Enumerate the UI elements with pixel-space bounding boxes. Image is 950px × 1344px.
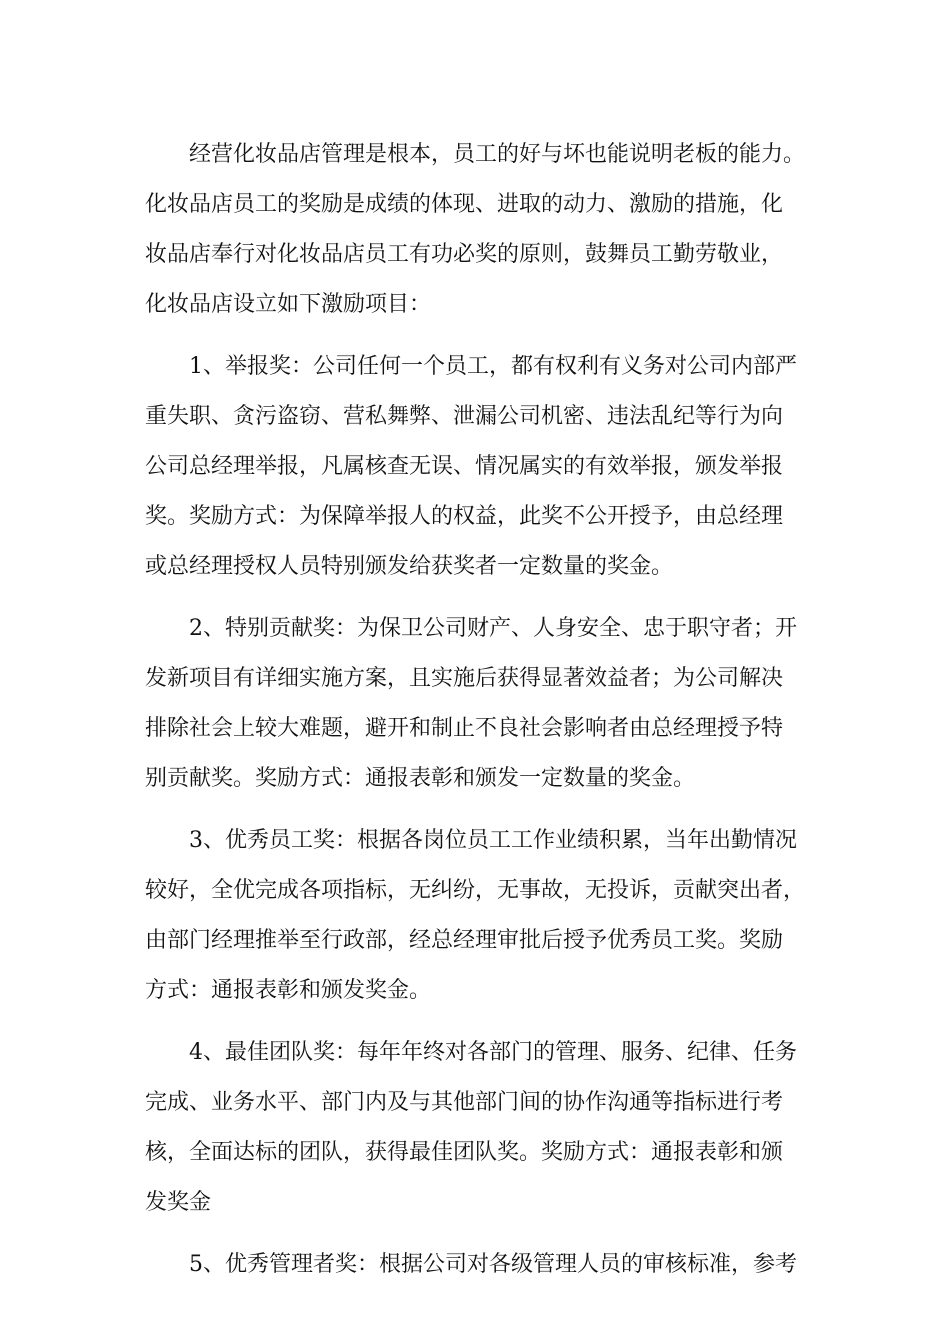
text-line: 化妆品店员工的奖励是成绩的体现、进取的动力、激励的措施，化 xyxy=(145,192,784,217)
text-line: 3、优秀员工奖：根据各岗位员工工作业绩积累，当年出勤情况 xyxy=(189,828,797,853)
text-line: 核，全面达标的团队，获得最佳团队奖。奖励方式：通报表彰和颁 xyxy=(145,1140,784,1165)
text-line: 重失职、贪污盗窃、营私舞弊、泄漏公司机密、违法乱纪等行为向 xyxy=(145,404,784,429)
paragraph-gap xyxy=(145,1016,810,1028)
text-line: 2、特别贡献奖：为保卫公司财产、人身安全、忠于职守者；开 xyxy=(189,616,797,641)
paragraph-intro xyxy=(145,130,810,330)
text-line: 别贡献奖。奖励方式：通报表彰和颁发一定数量的奖金。 xyxy=(145,766,696,791)
text-line: 经营化妆品店管理是根本，员工的好与坏也能说明老板的能力。 xyxy=(189,142,806,167)
text-line: 排除社会上较大难题，避开和制止不良社会影响者由总经理授予特 xyxy=(145,716,784,741)
paragraph-item-3 xyxy=(145,816,810,1016)
text-line: 完成、业务水平、部门内及与其他部门间的协作沟通等指标进行考 xyxy=(145,1090,784,1115)
paragraph-item-4 xyxy=(145,1028,810,1228)
paragraph-gap xyxy=(145,1228,810,1240)
text-line: 1、举报奖：公司任何一个员工，都有权利有义务对公司内部严 xyxy=(189,354,797,379)
text-line: 发奖金 xyxy=(145,1190,212,1215)
text-line: 5、优秀管理者奖：根据公司对各级管理人员的审核标准，参考 xyxy=(189,1252,797,1277)
text-line: 由部门经理推举至行政部，经总经理审批后授予优秀员工奖。奖励 xyxy=(145,928,784,953)
text-line: 公司总经理举报，凡属核查无误、情况属实的有效举报，颁发举报 xyxy=(145,454,784,479)
text-line: 妆品店奉行对化妆品店员工有功必奖的原则，鼓舞员工勤劳敬业， xyxy=(145,242,784,267)
paragraph-gap xyxy=(145,592,810,604)
text-line: 方式：通报表彰和颁发奖金。 xyxy=(145,978,432,1003)
paragraph-gap xyxy=(145,330,810,342)
paragraph-item-5 xyxy=(145,1240,810,1290)
text-line: 较好，全优完成各项指标，无纠纷，无事故，无投诉，贡献突出者， xyxy=(145,878,806,903)
paragraph-gap xyxy=(145,804,810,816)
text-line: 4、最佳团队奖：每年年终对各部门的管理、服务、纪律、任务 xyxy=(189,1040,797,1065)
text-line: 化妆品店设立如下激励项目： xyxy=(145,292,432,317)
document-body xyxy=(145,130,810,1290)
text-line: 发新项目有详细实施方案，且实施后获得显著效益者；为公司解决 xyxy=(145,666,784,691)
text-line: 或总经理授权人员特别颁发给获奖者一定数量的奖金。 xyxy=(145,554,674,579)
paragraph-item-1 xyxy=(145,342,810,592)
text-line: 奖。奖励方式：为保障举报人的权益，此奖不公开授予，由总经理 xyxy=(145,504,784,529)
paragraph-item-2 xyxy=(145,604,810,804)
